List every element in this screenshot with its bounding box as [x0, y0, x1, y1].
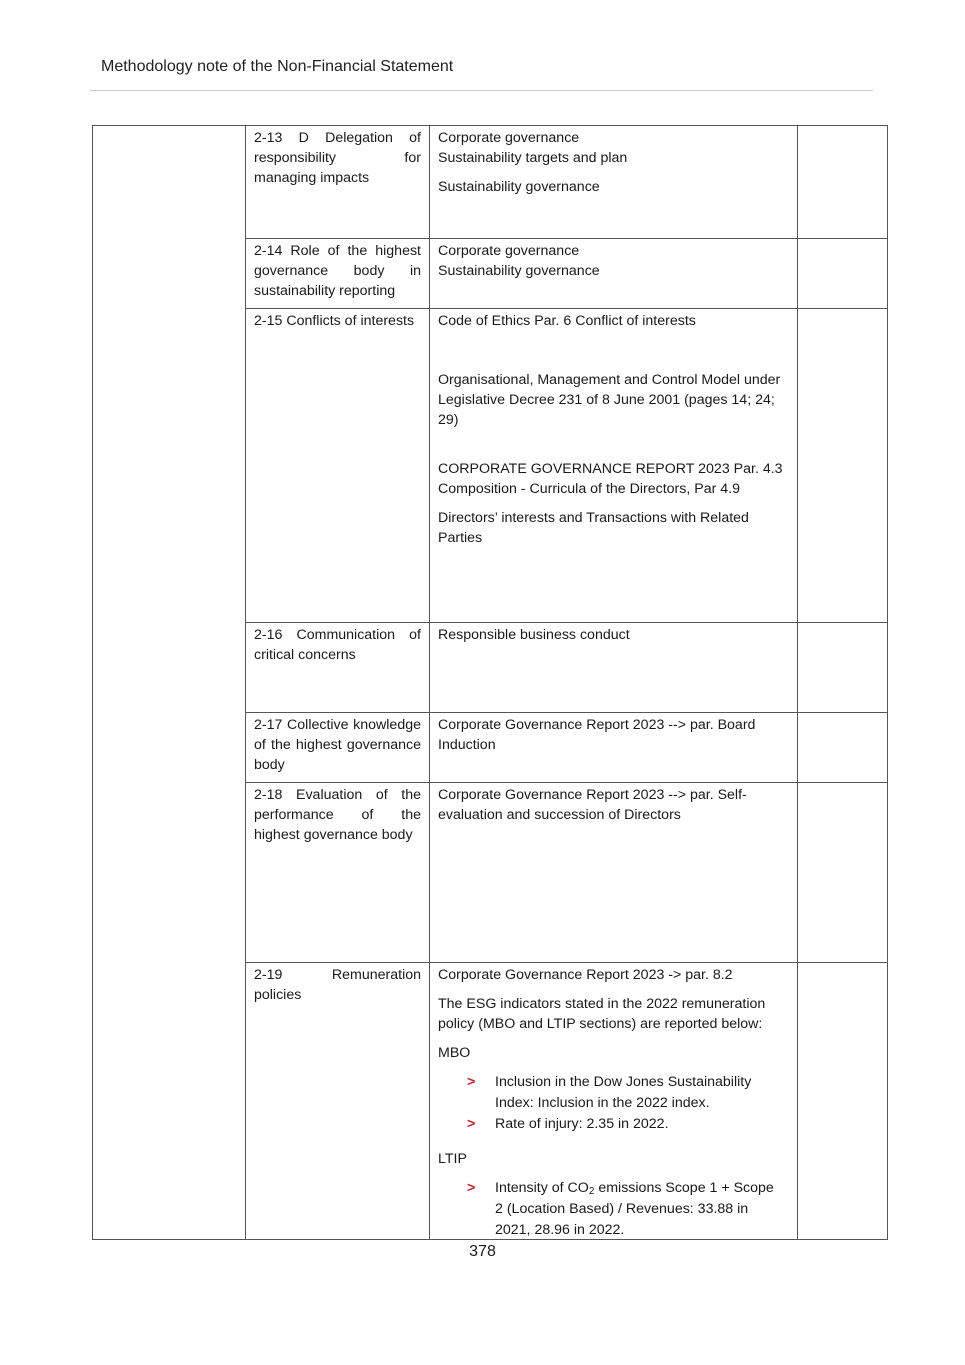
reference-text: Corporate governance	[438, 243, 580, 259]
disclosure-code: 2-18 Evaluation of the performance of the highest governance body	[254, 787, 421, 843]
disclosure-code: 2-16 Communication of critical concerns	[254, 627, 421, 663]
table-row	[246, 126, 888, 239]
bullet-text: Inclusion in the Dow Jones Sustainability Index: Inclusion in the 2022 index.	[495, 1074, 752, 1111]
chevron-right-icon: >	[467, 1074, 476, 1090]
reference-cell	[438, 311, 783, 548]
table-row	[246, 309, 888, 623]
disclosure-code: 2-14 Role of the highest governance body in sustainability reporting	[254, 243, 421, 299]
table-row	[246, 783, 888, 963]
subscript: 2	[588, 1186, 595, 1197]
reference-cell	[438, 128, 783, 197]
page-header-title: Methodology note of the Non-Financial Statement	[101, 58, 454, 75]
ltip-label: LTIP	[438, 1151, 467, 1167]
reference-text: The ESG indicators stated in the 2022 remuneration policy (MBO and LTIP sections) are reported below:	[438, 996, 766, 1032]
header-divider	[90, 90, 873, 91]
chevron-right-icon: >	[467, 1180, 476, 1196]
reference-text: Corporate Governance Report 2023 --> par. Board Induction	[438, 717, 756, 753]
disclosure-code: 2-17 Collective knowledge of the highest governance body	[254, 717, 421, 773]
reference-cell	[438, 715, 783, 755]
disclosure-code: 2-13 D Delegation of responsibility for managing impacts	[254, 130, 421, 186]
reference-text: Directors’ interests and Transactions with Related Parties	[438, 510, 749, 546]
list-item	[438, 1114, 783, 1135]
bullet-text-part: Intensity of CO	[495, 1180, 589, 1196]
reference-cell	[438, 241, 783, 281]
list-item	[438, 1178, 783, 1241]
table-row	[246, 963, 888, 1239]
list-item	[438, 1072, 783, 1114]
mbo-label: MBO	[438, 1045, 471, 1061]
bullet-text	[495, 1180, 774, 1238]
gri-content-table	[92, 125, 888, 1240]
table-row	[246, 713, 888, 783]
table-row	[246, 623, 888, 713]
reference-text: Code of Ethics Par. 6 Conflict of interests	[438, 313, 696, 329]
reference-cell	[438, 965, 783, 1241]
reference-cell	[438, 625, 783, 645]
page-number: 378	[469, 1243, 496, 1260]
reference-text: Sustainability targets and plan	[438, 150, 628, 166]
reference-text: Corporate Governance Report 2023 --> par. Self-evaluation and succession of Directors	[438, 787, 747, 823]
bullet-text-part: emissions Scope 1 + Scope 2 (Location Based) / Revenues: 33.88 in 2021, 28.96 in 2022.	[495, 1180, 774, 1238]
disclosure-code: 2-19 Remuneration policies	[254, 967, 421, 1003]
table-row	[246, 239, 888, 309]
reference-text: CORPORATE GOVERNANCE REPORT 2023 Par. 4.3 Composition - Curricula of the Directors, Par 4.9	[438, 461, 783, 497]
chevron-right-icon: >	[467, 1116, 476, 1132]
reference-text: Organisational, Management and Control Model under Legislative Decree 231 of 8 June 2001 (pages 14; 24; 29)	[438, 372, 781, 428]
reference-cell	[438, 785, 783, 825]
reference-text: Corporate Governance Report 2023 -> par. 8.2	[438, 967, 733, 983]
reference-text: Sustainability governance	[438, 263, 600, 279]
reference-text: Sustainability governance	[438, 179, 600, 195]
reference-text: Responsible business conduct	[438, 627, 630, 643]
reference-text: Corporate governance	[438, 130, 580, 146]
bullet-text: Rate of injury: 2.35 in 2022.	[495, 1116, 669, 1132]
disclosure-code: 2-15 Conflicts of interests	[254, 313, 415, 329]
